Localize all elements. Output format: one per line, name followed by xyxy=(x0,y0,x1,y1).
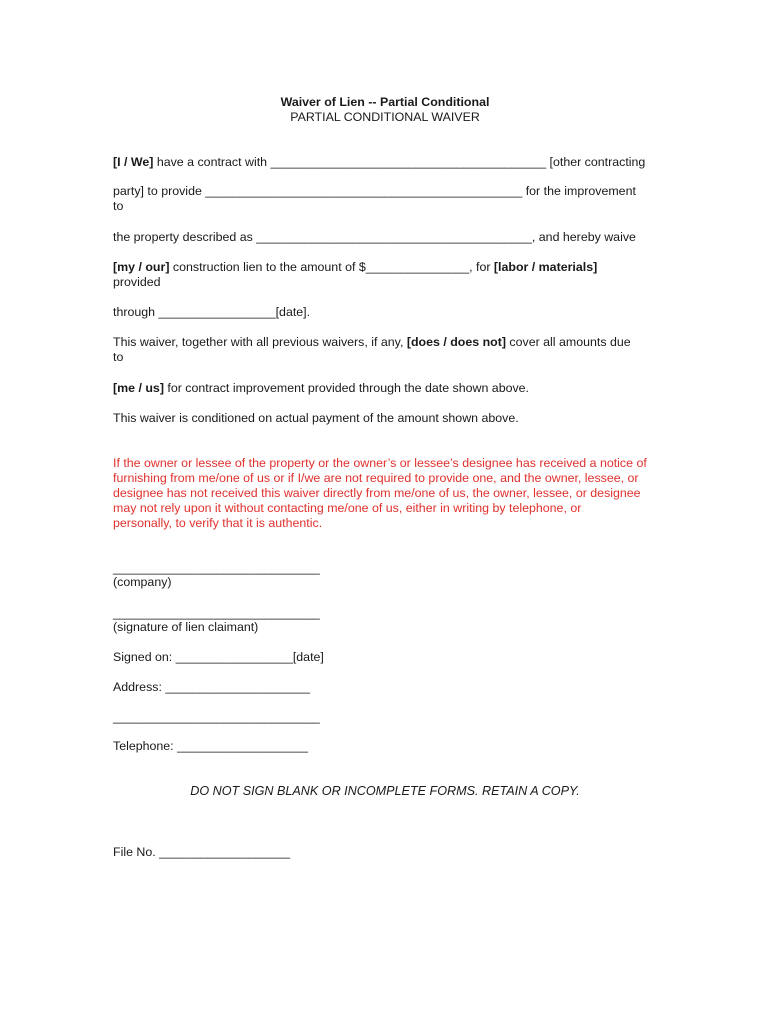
condition-line: This waiver is conditioned on actual payment of the amount shown above. xyxy=(113,411,519,425)
notice-line-4: may not rely upon it without contacting me/one of us, either in writing by telephone, or xyxy=(113,501,582,515)
coverage-line xyxy=(113,335,631,350)
coverage-choice: [does / does not] xyxy=(406,335,506,349)
telephone-field: Telephone: ___________________ xyxy=(113,739,309,753)
coverage-text: This waiver, together with all previous waivers, if any, xyxy=(113,335,407,349)
provide-line: party] to provide ______________________________________________ for the improvement xyxy=(113,184,636,198)
coverage-line-wrap: to xyxy=(113,350,124,364)
property-line: the property described as ________________________________________, and hereby waive xyxy=(113,230,636,244)
notice-line-5: personally, to verify that it is authentic. xyxy=(113,516,323,530)
document-title: Waiver of Lien -- Partial Conditional xyxy=(280,95,490,109)
party-choice: [I / We] xyxy=(113,155,154,169)
claimant-signature-line: ______________________________ xyxy=(113,606,320,620)
company-label: (company) xyxy=(113,575,172,589)
contract-line xyxy=(113,155,645,170)
recipient-choice: [me / us] xyxy=(113,381,164,395)
provide-line-wrap: to xyxy=(113,199,124,213)
address-field-line-2: ______________________________ xyxy=(113,710,320,724)
company-signature-line: ______________________________ xyxy=(113,561,320,575)
signed-on-field: Signed on: _________________[date] xyxy=(113,650,324,664)
labor-choice: [labor / materials] xyxy=(493,260,598,274)
address-field: Address: _____________________ xyxy=(113,680,311,694)
lien-amount-text: construction lien to the amount of $_______________, for xyxy=(169,260,494,274)
document-subtitle: PARTIAL CONDITIONAL WAIVER xyxy=(290,110,480,124)
coverage-text-end: cover all amounts due xyxy=(505,335,631,349)
notice-line-3: designee has not received this waiver directly from me/one of us, the owner, lessee, or designee xyxy=(113,486,641,500)
lien-amount-line-wrap: provided xyxy=(113,275,161,289)
through-date-line: through _________________[date]. xyxy=(113,305,311,319)
contract-text: have a contract with ________________________________________ [other contracting xyxy=(153,155,646,169)
owner-choice: [my / our] xyxy=(113,260,170,274)
claimant-label: (signature of lien claimant) xyxy=(113,620,259,634)
improvement-text: for contract improvement provided through the date shown above. xyxy=(163,381,529,395)
lien-amount-line xyxy=(113,260,597,275)
file-number-field: File No. ___________________ xyxy=(113,845,291,859)
notice-line-1: If the owner or lessee of the property or the owner’s or lessee’s designee has received a notice of xyxy=(113,456,647,470)
notice-line-2: furnishing from me/one of us or if I/we are not required to provide one, and the owner, lessee, or xyxy=(113,471,639,485)
improvement-line xyxy=(113,381,529,396)
retain-copy-warning: DO NOT SIGN BLANK OR INCOMPLETE FORMS. RETAIN A COPY. xyxy=(190,784,580,798)
